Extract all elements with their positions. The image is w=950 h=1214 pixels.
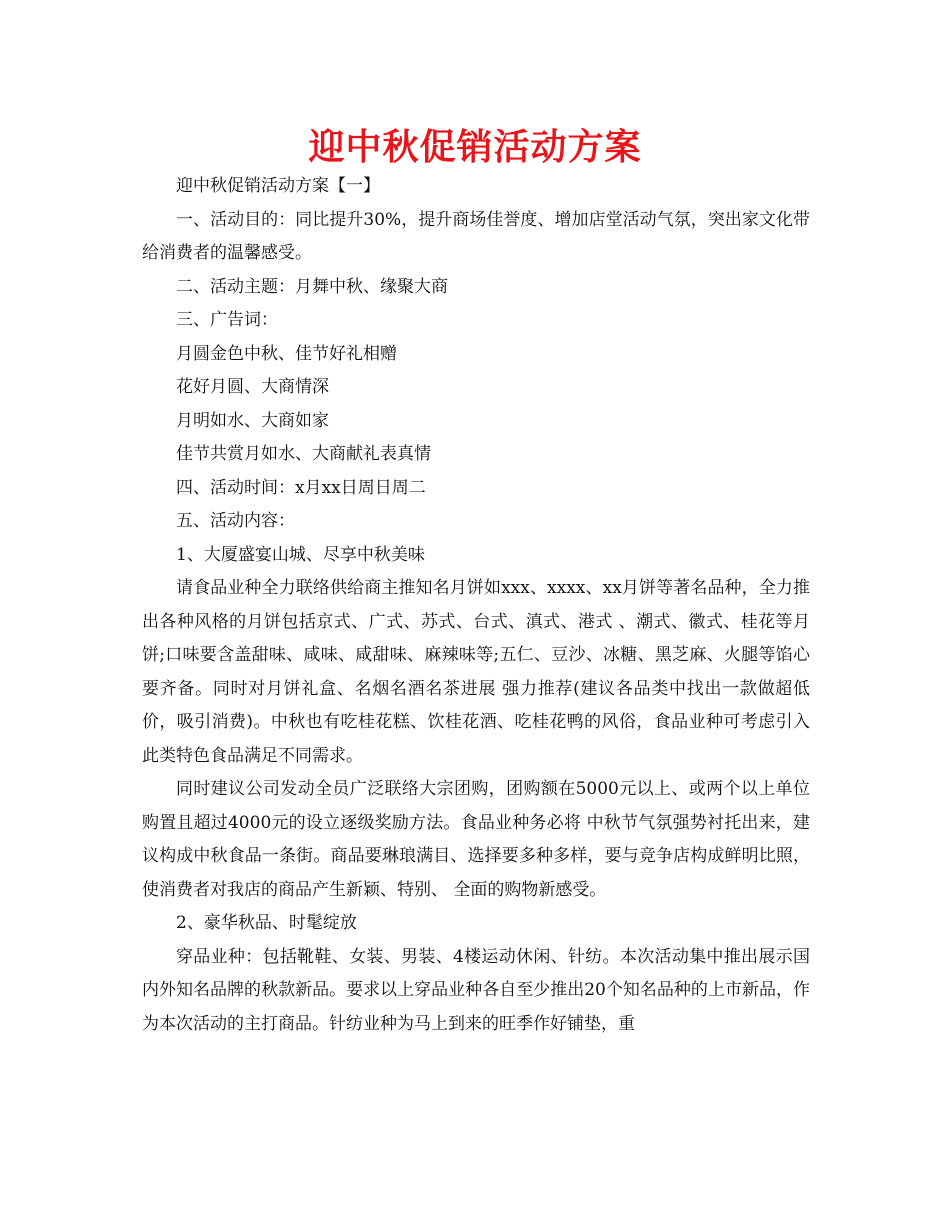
paragraph-slogan-3: 月明如水、大商如家 [176,410,329,431]
paragraph-food-promotion: 请食品业种全力联络供给商主推知名月饼如xxx、xxxx、xx月饼等著名品种，全力推出各种风格的月饼包括京式、广式、苏式、台式、滇式、港式 、潮式、徽式、桂花等月饼;口味要含盖甜味、咸味、咸甜味、麻辣味等;五仁、豆沙、冰糖、黑芝麻、火腿等馅心要齐备。同时对月饼礼盒、名烟名酒名茶进展 强力推荐(建议各品类中找出一款做超低价，吸引消费)。中秋也有吃桂花糕、饮桂花酒、吃桂花鸭的风俗，食品业种可考虑引入此类特色食品满足不同需求。 [142,578,810,766]
paragraph-slogan-1: 月圆金色中秋、佳节好礼相赠 [176,343,397,364]
paragraph-slogan-2: 花好月圆、大商情深 [176,377,329,397]
paragraph-activity-theme: 二、活动主题：月舞中秋、缘聚大商 [176,276,448,297]
paragraph-slogan-4: 佳节共赏月如水、大商献礼表真情 [176,444,431,464]
paragraph-slogan-heading: 三、广告词： [176,310,278,330]
paragraph-subtitle: 迎中秋促销活动方案【一】 [176,176,380,196]
paragraph-activity-purpose: 一、活动目的：同比提升30%，提升商场佳誉度、增加店堂活动气氛，突出家文化带给消费者的温馨感受。 [142,209,810,263]
paragraph-section-2-heading: 2、豪华秋品、时髦绽放 [176,913,357,933]
document-title: 迎中秋促销活动方案 [308,127,642,168]
document-body [142,170,810,1041]
paragraph-activity-content-heading: 五、活动内容： [176,511,295,531]
paragraph-apparel-promotion: 穿品业种：包括靴鞋、女装、男装、4楼运动休闲、针纺。本次活动集中推出展示国内外知名品牌的秋款新品。要求以上穿品业种各自至少推出20个知名品种的上市新品，作为本次活动的主打商品。针纺业种为马上到来的旺季作好铺垫，重 [142,946,810,1034]
paragraph-group-purchase: 同时建议公司发动全员广泛联络大宗团购，团购额在5000元以上、或两个以上单位购置且超过4000元的设立逐级奖励方法。食品业种务必将 中秋节气氛强势衬托出来，建议构成中秋食品一条街。商品要琳琅满目、选择要多种多样，要与竞争店构成鲜明比照，使消费者对我店的商品产生新颖、特别、 全面的购物新感受。 [142,779,810,900]
paragraph-section-1-heading: 1、大厦盛宴山城、尽享中秋美味 [176,544,425,565]
paragraph-activity-time: 四、活动时间：x月xx日周日周二 [176,477,426,498]
